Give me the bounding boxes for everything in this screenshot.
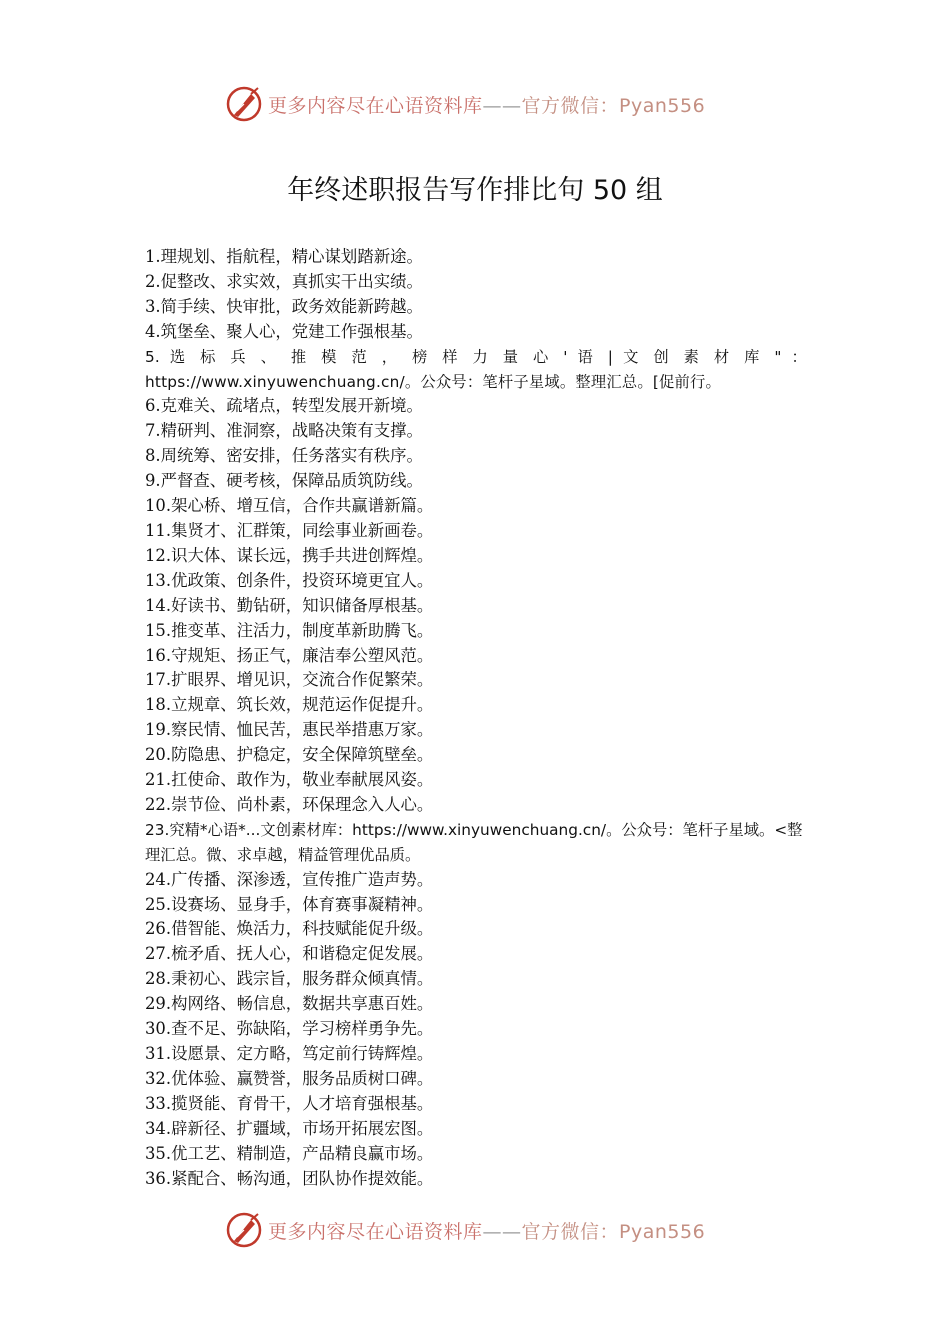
list-item: 29.构网络、畅信息，数据共享惠百姓。 xyxy=(145,994,434,1014)
banner-main-text: 更多内容尽在心语资料库 xyxy=(268,1220,483,1243)
banner-text xyxy=(268,91,705,118)
quill-logo-icon xyxy=(224,84,264,124)
banner-main-text: 更多内容尽在心语资料库 xyxy=(268,94,483,117)
list-item: 21.扛使命、敢作为，敬业奉献展风姿。 xyxy=(145,770,434,790)
list-item: 1.理规划、指航程，精心谋划踏新途。 xyxy=(145,247,423,266)
list-item: 7.精研判、准洞察，战略决策有支撑。 xyxy=(145,421,423,441)
list-item: 4.筑堡垒、聚人心，党建工作强根基。 xyxy=(145,321,423,341)
list-item: 20.防隐患、护稳定，安全保障筑壁垒。 xyxy=(145,745,434,765)
banner-separator: —— xyxy=(482,1220,522,1243)
page-title: 年终述职报告写作排比句 50 组 xyxy=(287,175,663,207)
list-item: 2.促整改、求实效，真抓实干出实绩。 xyxy=(145,271,423,291)
list-item: 30.查不足、弥缺陷，学习榜样勇争先。 xyxy=(145,1019,434,1039)
list-item: 35.优工艺、精制造，产品精良赢市场。 xyxy=(145,1143,434,1163)
list-item: 34.辟新径、扩疆域，市场开拓展宏图。 xyxy=(145,1118,434,1138)
sentence-list xyxy=(145,245,807,1191)
list-item: 33.揽贤能、育骨干，人才培育强根基。 xyxy=(145,1093,434,1113)
list-item: 24.广传播、深渗透，宣传推广造声势。 xyxy=(145,869,434,889)
list-item: 14.好读书、勤钻研，知识储备厚根基。 xyxy=(145,595,434,615)
quill-logo-icon xyxy=(224,1210,264,1250)
list-item: 27.梳矛盾、抚人心，和谐稳定促发展。 xyxy=(145,944,434,964)
list-item: 36.紧配合、畅沟通，团队协作提效能。 xyxy=(145,1168,434,1188)
list-item: 16.守规矩、扬正气，廉洁奉公塑风范。 xyxy=(145,645,434,665)
list-item: 18.立规章、筑长效，规范运作促提升。 xyxy=(145,695,434,715)
list-item: 11.集贤才、汇群策，同绘事业新画卷。 xyxy=(145,520,434,540)
list-item: 31.设愿景、定方略，笃定前行铸辉煌。 xyxy=(145,1044,434,1063)
list-item: 19.察民情、恤民苦，惠民举措惠万家。 xyxy=(145,720,434,740)
list-item: 13.优政策、创条件，投资环境更宜人。 xyxy=(145,570,434,590)
list-item: 12.识大体、谋长远，携手共进创辉煌。 xyxy=(145,545,434,565)
list-item: 22.崇节俭、尚朴素，环保理念入人心。 xyxy=(145,794,434,814)
list-item-watermark-ad: 23.究精*心语*...文创素材库：https://www.xinyuwenchuang.cn/。公众号：笔杆子星域。<整理汇总。微、求卓越，精益管理优品质。 xyxy=(145,820,803,864)
banner-separator: —— xyxy=(482,94,522,117)
banner-text xyxy=(268,1217,705,1244)
list-item: 8.周统筹、密安排，任务落实有秩序。 xyxy=(145,446,423,466)
header-banner[interactable] xyxy=(224,82,744,126)
banner-wechat: 官方微信：Pyan556 xyxy=(521,94,706,117)
footer-banner[interactable] xyxy=(224,1208,744,1252)
banner-wechat: 官方微信：Pyan556 xyxy=(521,1220,706,1243)
list-item: 26.借智能、焕活力，科技赋能促升级。 xyxy=(145,919,434,939)
list-item: 3.简手续、快审批，政务效能新跨越。 xyxy=(145,296,423,316)
list-item: 15.推变革、注活力，制度革新助腾飞。 xyxy=(145,620,434,640)
list-item: 28.秉初心、践宗旨，服务群众倾真情。 xyxy=(145,969,434,989)
list-item-watermark-ad: 5. 选 标 兵 、 推 模 范 ， 榜 样 力 量 心 ' 语 | 文 创 素 材 库 " ： https://www.xinyuwenchuang.cn/。公众号：笔杆子星域。整理汇总。[促前行。 xyxy=(145,347,807,391)
list-item: 6.克难关、疏堵点，转型发展开新境。 xyxy=(145,396,423,416)
list-item: 32.优体验、赢赞誉，服务品质树口碑。 xyxy=(145,1068,434,1088)
list-item: 17.扩眼界、增见识，交流合作促繁荣。 xyxy=(145,670,434,690)
list-item: 10.架心桥、增互信，合作共赢谱新篇。 xyxy=(145,496,434,516)
list-item: 9.严督查、硬考核，保障品质筑防线。 xyxy=(145,471,423,491)
list-item: 25.设赛场、显身手，体育赛事凝精神。 xyxy=(145,894,434,914)
